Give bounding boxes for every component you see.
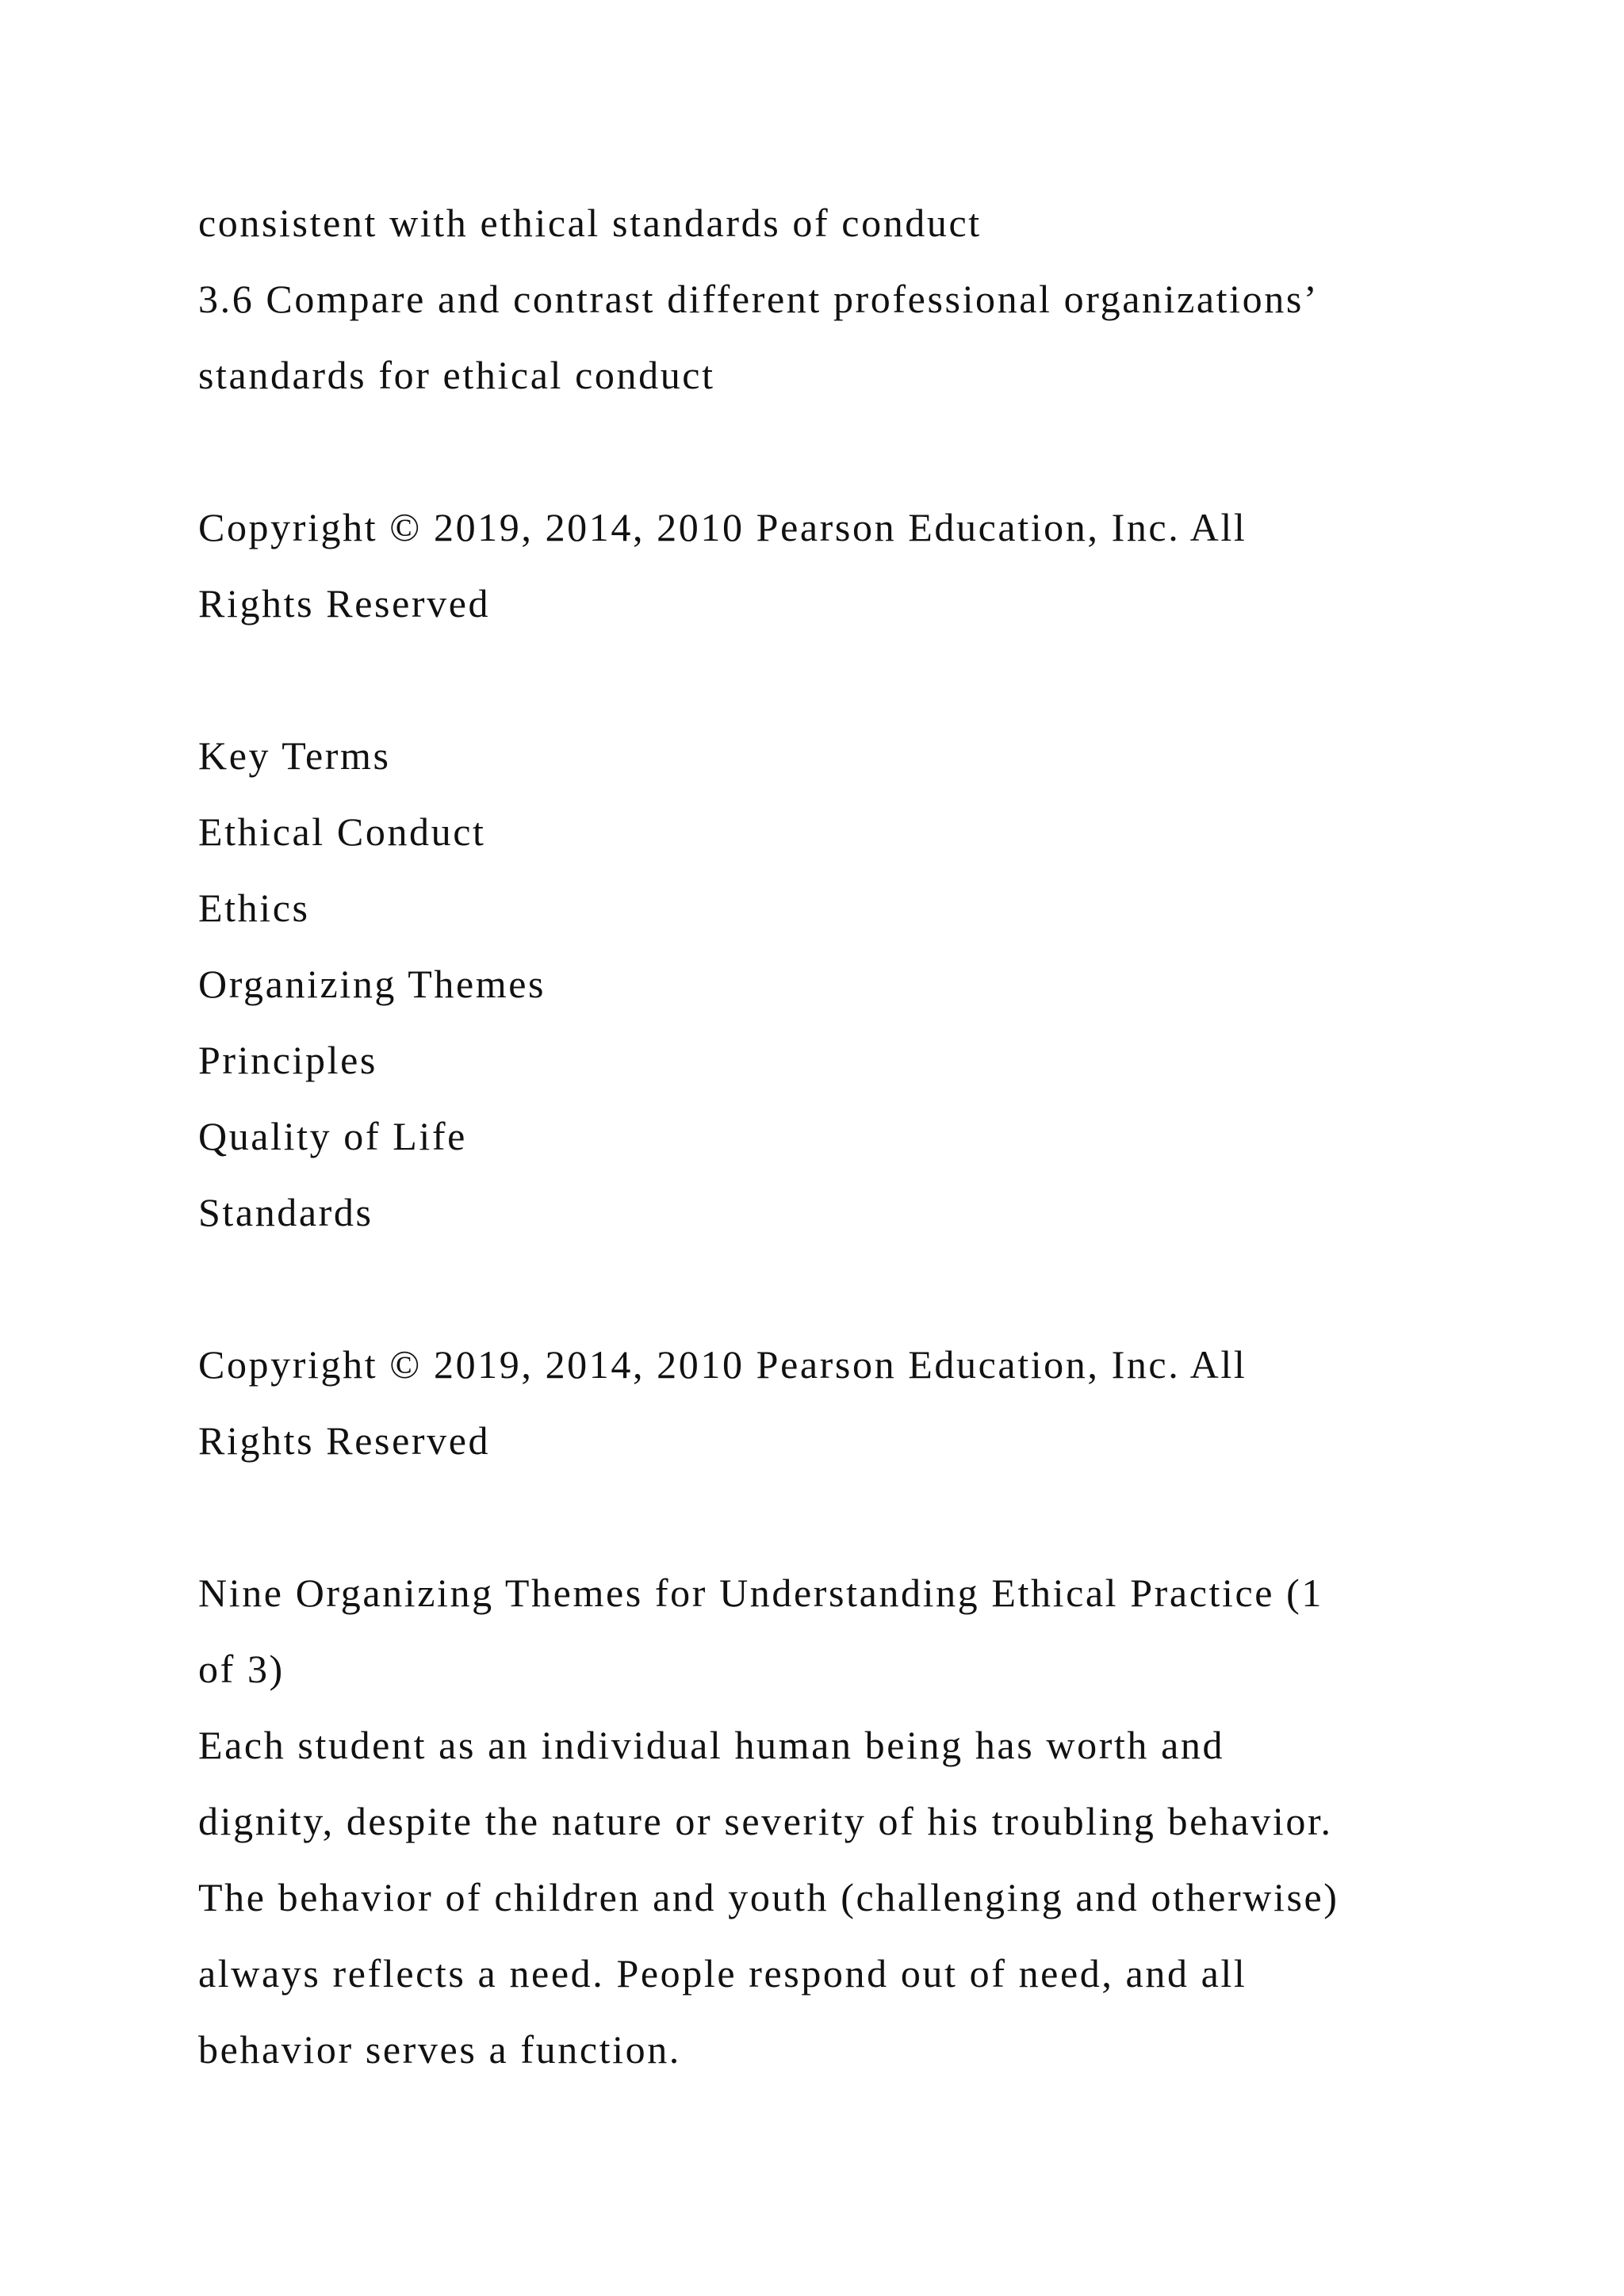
copyright-line-1: Copyright © 2019, 2014, 2010 Pearson Education, Inc. All xyxy=(198,505,1247,549)
document-text xyxy=(198,185,1515,2087)
key-term-item: Standards xyxy=(198,1190,373,1234)
blank-line xyxy=(198,1479,1515,1555)
body-text-line: The behavior of children and youth (challenging and otherwise) xyxy=(198,1875,1339,1919)
body-text-line: Each student as an individual human being has worth and xyxy=(198,1723,1225,1767)
blank-line xyxy=(198,641,1515,718)
copyright-line-1: Copyright © 2019, 2014, 2010 Pearson Education, Inc. All xyxy=(198,1342,1247,1387)
key-term-item: Ethics xyxy=(198,886,310,930)
key-term-item: Principles xyxy=(198,1038,377,1082)
key-term-item: Quality of Life xyxy=(198,1114,467,1158)
section-heading-line-1: Nine Organizing Themes for Understanding Ethical Practice (1 xyxy=(198,1571,1324,1615)
objective-3-6-line-1: 3.6 Compare and contrast different professional organizations’ xyxy=(198,277,1320,321)
key-term-item: Organizing Themes xyxy=(198,962,546,1006)
key-term-item: Ethical Conduct xyxy=(198,809,486,854)
body-text-line: dignity, despite the nature or severity of his troubling behavior. xyxy=(198,1799,1333,1843)
section-heading-line-2: of 3) xyxy=(198,1647,285,1691)
body-text-line: behavior serves a function. xyxy=(198,2027,681,2072)
body-text-line: always reflects a need. People respond out of need, and all xyxy=(198,1951,1247,1996)
copyright-line-2: Rights Reserved xyxy=(198,581,491,626)
blank-line xyxy=(198,413,1515,489)
blank-line xyxy=(198,1250,1515,1326)
objective-continuation-line: consistent with ethical standards of conduct xyxy=(198,201,982,245)
copyright-line-2: Rights Reserved xyxy=(198,1418,491,1463)
objective-3-6-line-2: standards for ethical conduct xyxy=(198,353,715,397)
key-terms-heading: Key Terms xyxy=(198,733,391,778)
